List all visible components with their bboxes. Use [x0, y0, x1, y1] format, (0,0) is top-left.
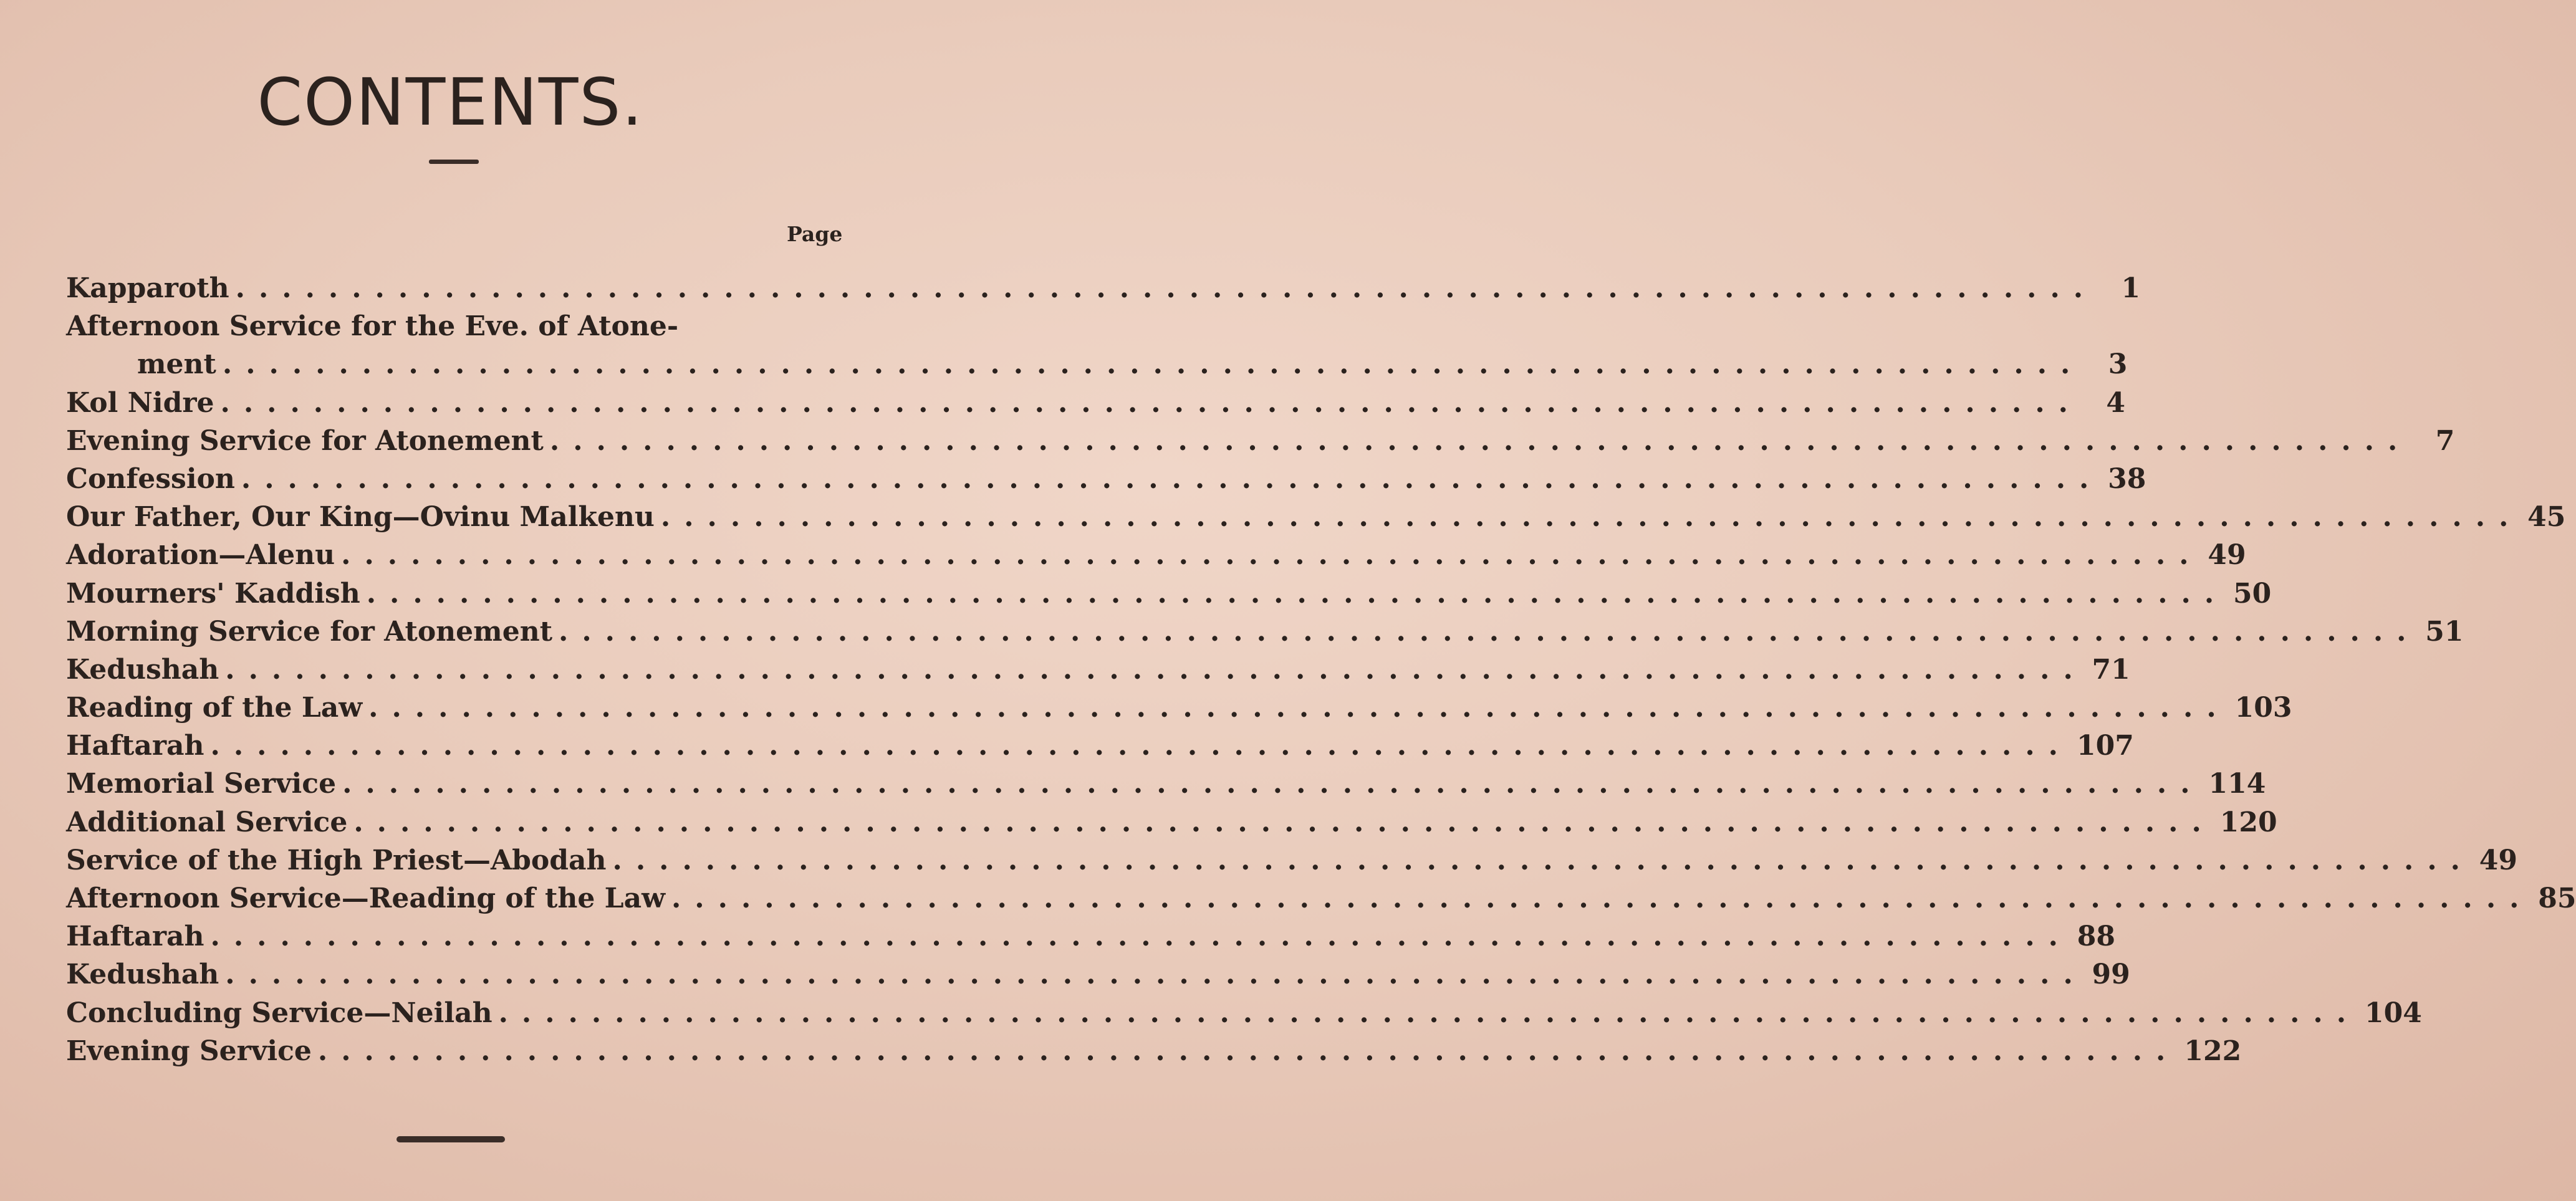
toc-entry-title: Mourners' Kaddish — [66, 577, 360, 610]
toc-entry-page: 104 — [2365, 997, 2422, 1029]
toc-entry-page: 51 — [2425, 615, 2464, 648]
toc-entry-title: Reading of the Law — [66, 692, 363, 724]
toc-entry-title: Adoration—Alenu — [66, 539, 335, 572]
toc-entry-title: Kapparoth — [66, 272, 229, 304]
dot-leader: ................................................................................ — [220, 386, 2082, 419]
toc-entry-title: Haftarah — [66, 921, 204, 953]
closing-rule — [396, 1136, 505, 1142]
toc-entry-title: Concluding Service—Neilah — [66, 997, 493, 1029]
toc-entry-page: 38 — [2108, 462, 2146, 495]
toc-entry-page: 4 — [2106, 386, 2125, 419]
toc-entry — [66, 575, 2272, 613]
toc-entry — [66, 917, 2115, 955]
toc-entry-title: Kedushah — [66, 653, 219, 686]
toc-entry-page: 7 — [2435, 424, 2455, 457]
toc-entry-page: 103 — [2234, 692, 2292, 724]
toc-entry-title: ment — [137, 348, 216, 381]
dot-leader: ................................................................................ — [235, 272, 2097, 304]
toc-entry-page: 45 — [2527, 501, 2566, 534]
toc-entry-page: 1 — [2121, 272, 2141, 304]
dot-leader: ................................................................................ — [225, 959, 2087, 991]
toc-entry — [66, 345, 2128, 383]
toc-entry-title: Morning Service for Atonement — [66, 615, 553, 648]
toc-entry-page: 99 — [2092, 959, 2130, 991]
toc-entry — [66, 765, 2266, 803]
toc-entry — [66, 879, 2576, 917]
toc-entry — [66, 651, 2130, 689]
dot-leader: ................................................................................ — [225, 653, 2087, 686]
toc-entry-title: Evening Service — [66, 1035, 312, 1067]
toc-entry-page: 107 — [2077, 730, 2134, 762]
toc-entry-page: 88 — [2077, 921, 2115, 953]
contents-list — [66, 269, 2576, 1070]
toc-entry-title: Additional Service — [66, 806, 348, 838]
toc-entry-title: Memorial Service — [66, 768, 337, 800]
toc-entry — [66, 1032, 2242, 1070]
toc-entry — [66, 384, 2125, 422]
contents-heading: CONTENTS. — [257, 64, 644, 140]
dot-leader: ................................................................................ — [210, 921, 2072, 953]
dot-leader: ................................................................................ — [341, 539, 2203, 572]
toc-entry — [66, 841, 2517, 879]
toc-entry-title: Haftarah — [66, 730, 204, 762]
toc-entry-title: Confession — [66, 462, 235, 495]
toc-entry — [66, 955, 2130, 993]
dot-leader: ................................................................................ — [671, 883, 2533, 914]
dot-leader: ................................................................................ — [660, 501, 2522, 534]
dot-leader: ................................................................................ — [222, 348, 2084, 381]
toc-entry — [66, 307, 853, 345]
toc-entry-title: Kol Nidre — [66, 386, 214, 419]
dot-leader: ................................................................................ — [366, 577, 2228, 610]
toc-entry-page: 120 — [2219, 806, 2277, 838]
toc-entry-title: Evening Service for Atonement — [66, 424, 544, 457]
toc-entry-page: 49 — [2208, 539, 2246, 572]
toc-entry — [66, 269, 2141, 307]
toc-entry-title: Our Father, Our King—Ovinu Malkenu — [66, 501, 655, 534]
toc-entry-title: Kedushah — [66, 959, 219, 991]
toc-entry — [66, 536, 2246, 574]
toc-entry — [66, 498, 2566, 536]
toc-entry-page: 85 — [2538, 883, 2576, 914]
toc-entry — [66, 994, 2422, 1032]
dot-leader: ................................................................................ — [342, 768, 2204, 800]
toc-entry-page: 71 — [2092, 653, 2130, 686]
dot-leader: ................................................................................ — [317, 1035, 2180, 1067]
dot-leader: ................................................................................ — [241, 462, 2103, 495]
toc-entry-page: 114 — [2208, 768, 2266, 800]
toc-entry — [66, 460, 2146, 498]
toc-entry-title: Afternoon Service—Reading of the Law — [66, 883, 665, 914]
toc-entry-page: 50 — [2232, 577, 2272, 610]
toc-entry-page: 122 — [2184, 1035, 2242, 1067]
toc-entry — [66, 613, 2464, 651]
toc-entry-page: 49 — [2479, 844, 2517, 876]
dot-leader: ................................................................................ — [353, 806, 2215, 838]
toc-entry — [66, 803, 2277, 841]
toc-entry-page: 3 — [2108, 348, 2128, 381]
toc-entry-title: Afternoon Service for the Eve. of Atone- — [66, 310, 679, 343]
heading-rule — [429, 160, 479, 164]
toc-entry — [66, 422, 2455, 460]
dot-leader: ................................................................................ — [368, 692, 2230, 724]
dot-leader: ................................................................................ — [549, 424, 2411, 457]
toc-entry-title: Service of the High Priest—Abodah — [66, 844, 607, 876]
dot-leader: ................................................................................ — [210, 730, 2072, 762]
dot-leader: ................................................................................ — [612, 844, 2474, 876]
toc-entry — [66, 689, 2292, 727]
page-column-label: Page — [787, 222, 843, 246]
dot-leader: ................................................................................ — [498, 997, 2360, 1029]
toc-entry — [66, 727, 2134, 765]
dot-leader: ................................................................................ — [559, 615, 2420, 648]
